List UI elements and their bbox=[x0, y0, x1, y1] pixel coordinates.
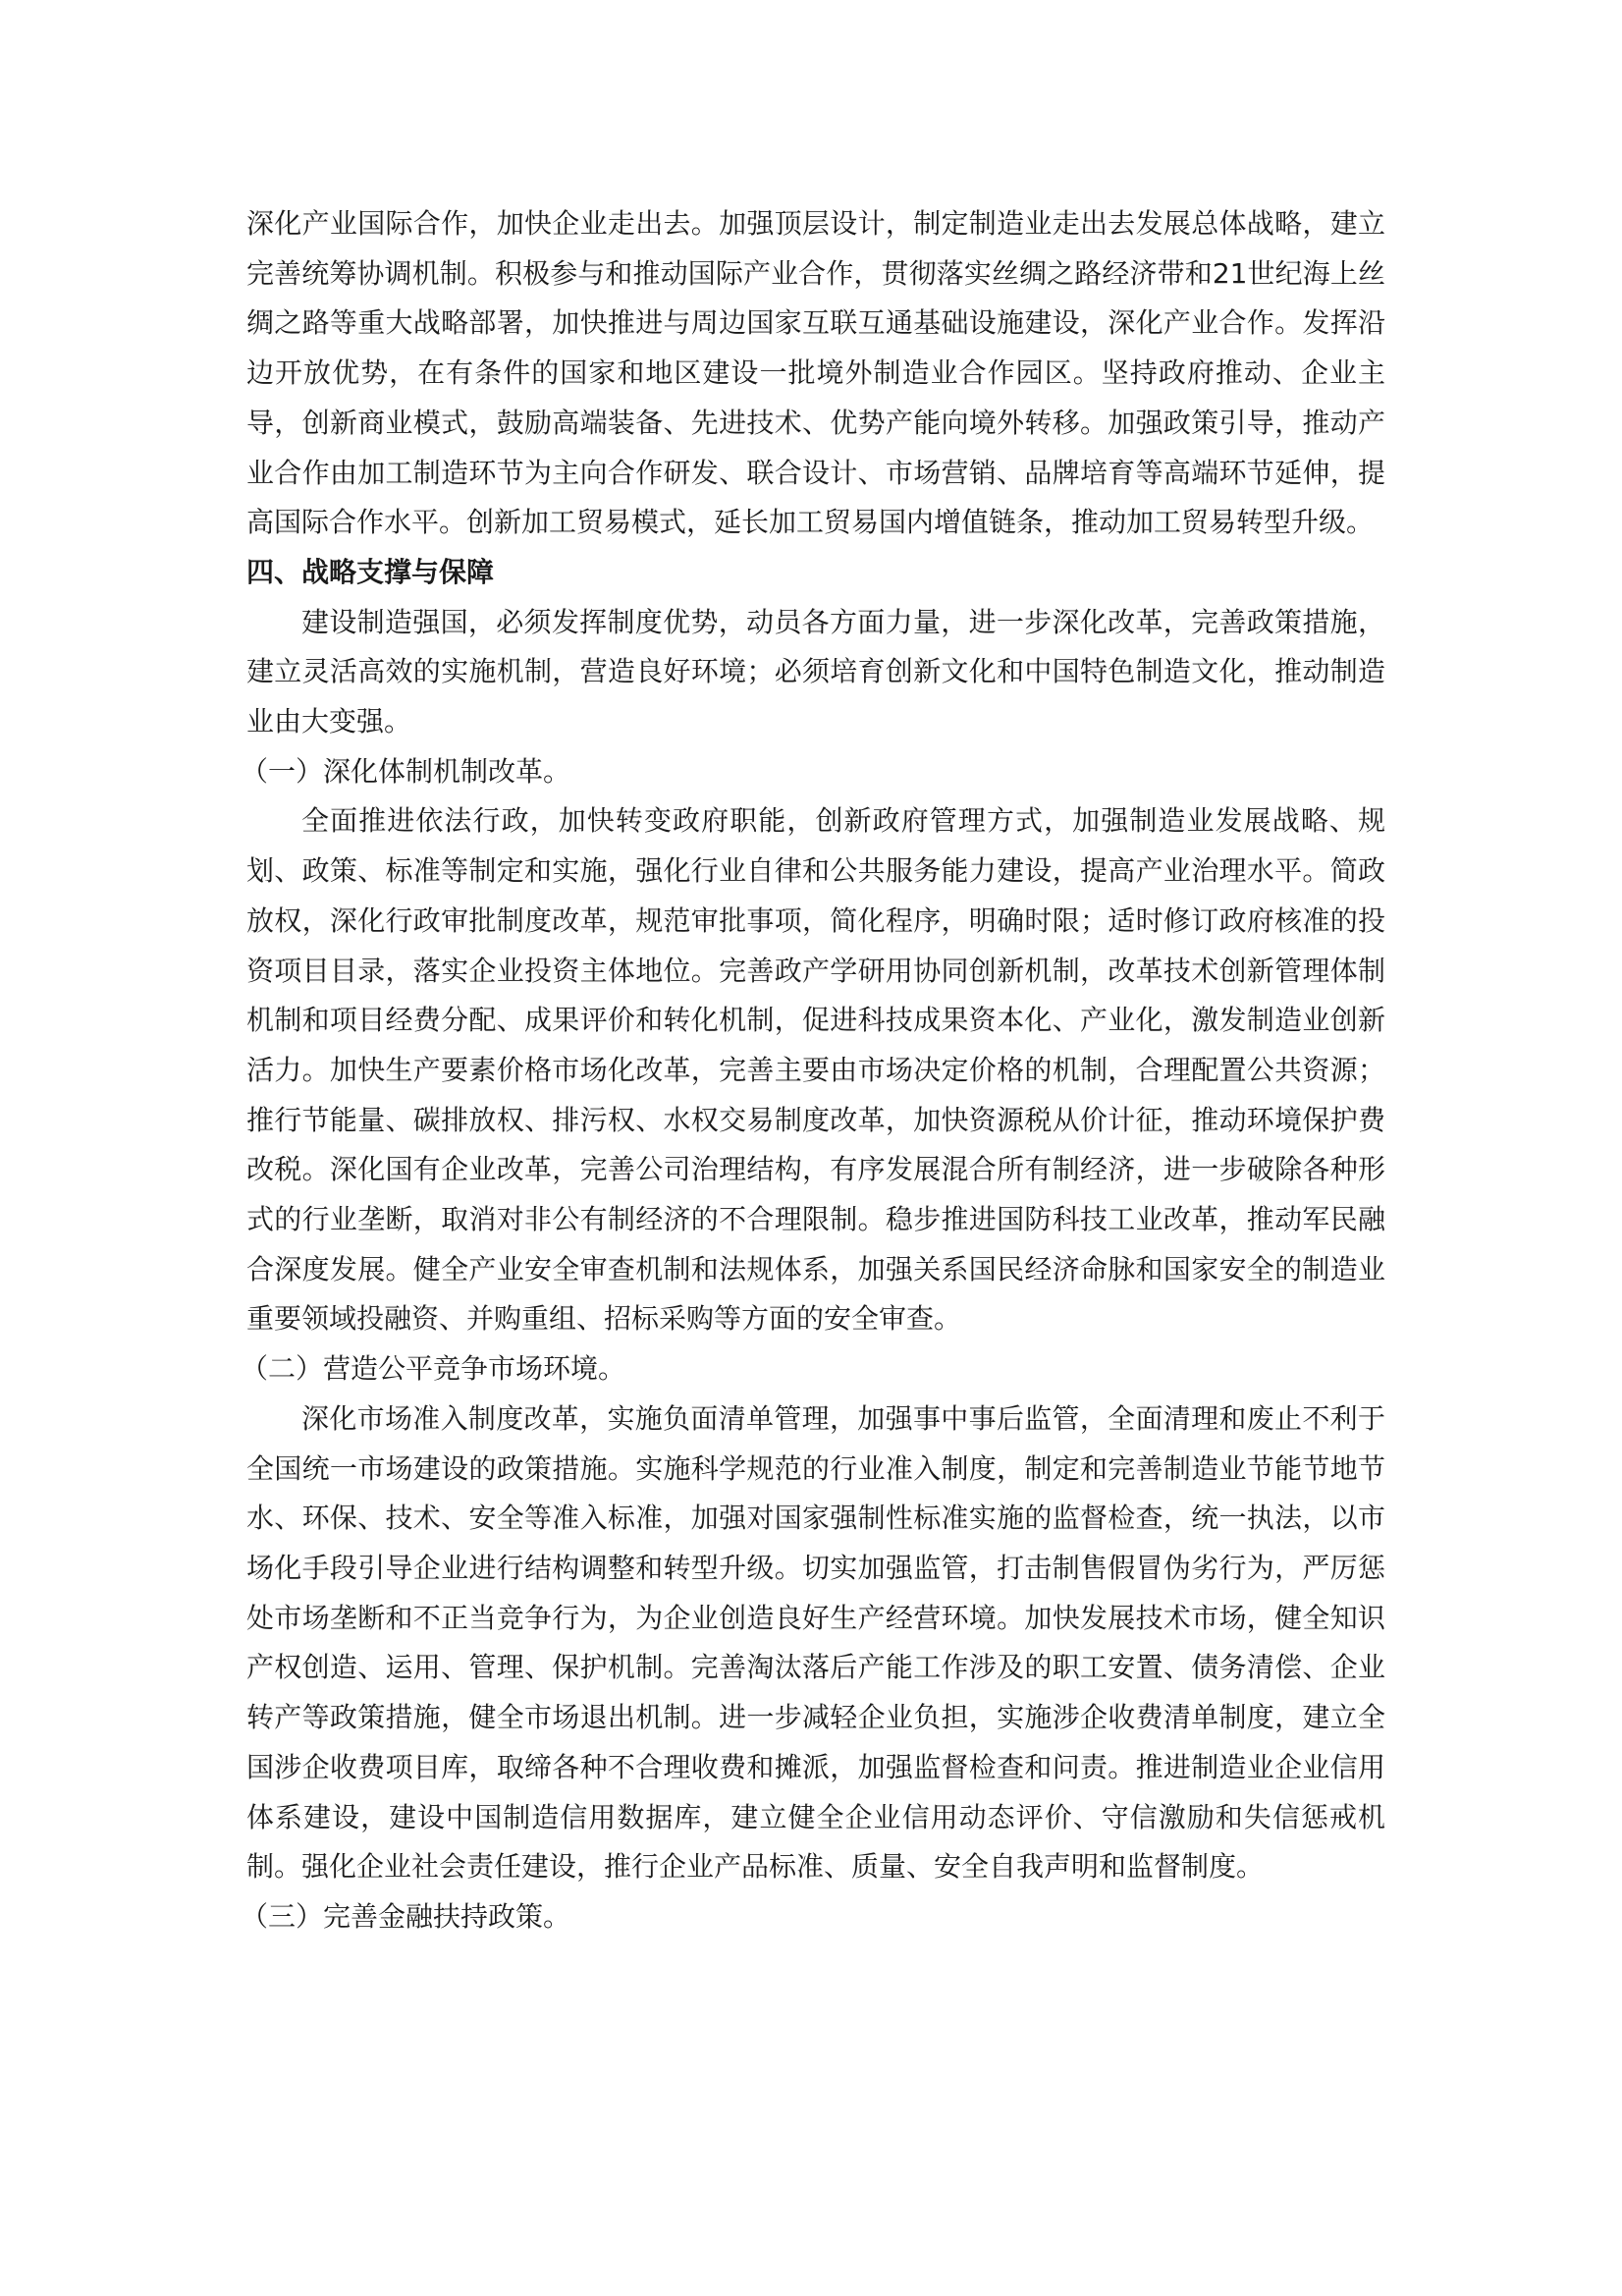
section-heading: 四、战略支撑与保障 bbox=[246, 555, 495, 588]
subsection-body-1: 全面推进依法行政，加快转变政府职能，创新政府管理方式，加强制造业发展战略、规划、政策、标准等制定和实施，强化行业自律和公共服务能力建设，提高产业治理水平。简政放权，深化行政审批制度改革，规范审批事项，简化程序，明确时限；适时修订政府核准的投资项目目录，落实企业投资主体地位。完善政产学研用协同创新机制，改革技术创新管理体制机制和项目经费分配、成果评价和转化机制，促进科技成果资本化、产业化，激发制造业创新活力。加快生产要素价格市场化改革，完善主要由市场决定价格的机制，合理配置公共资源；推行节能量、碳排放权、排污权、水权交易制度改革，加快资源税从价计征，推动环境保护费改税。深化国有企业改革，完善公司治理结构，有序发展混合所有制经济，进一步破除各种形式的行业垄断，取消对非公有制经济的不合理限制。稳步推进国防科技工业改革，推动军民融合深度发展。健全产业安全审查机制和法规体系，加强关系国民经济命脉和国家安全的制造业重要领域投融资、并购重组、招标采购等方面的安全审查。 bbox=[246, 804, 1385, 1336]
section-intro-paragraph: 建设制造强国，必须发挥制度优势，动员各方面力量，进一步深化改革，完善政策措施，建立灵活高效的实施机制，营造良好环境；必须培育创新文化和中国特色制造文化，推动制造业由大变强。 bbox=[246, 605, 1385, 738]
intro-paragraph: 深化产业国际合作，加快企业走出去。加强顶层设计，制定制造业走出去发展总体战略，建立完善统筹协调机制。积极参与和推动国际产业合作，贯彻落实丝绸之路经济带和21世纪海上丝绸之路等重大战略部署，加快推进与周边国家互联互通基础设施建设，深化产业合作。发挥沿边开放优势，在有条件的国家和地区建设一批境外制造业合作园区。坚持政府推动、企业主导，创新商业模式，鼓励高端装备、先进技术、优势产能向境外转移。加强政策引导，推动产业合作由加工制造环节为主向合作研发、联合设计、市场营销、品牌培育等高端环节延伸，提高国际合作水平。创新加工贸易模式，延长加工贸易国内增值链条，推动加工贸易转型升级。 bbox=[246, 207, 1385, 539]
document-page bbox=[241, 199, 1385, 1942]
subsection-body-2: 深化市场准入制度改革，实施负面清单管理，加强事中事后监管，全面清理和废止不利于全国统一市场建设的政策措施。实施科学规范的行业准入制度，制定和完善制造业节能节地节水、环保、技术、安全等准入标准，加强对国家强制性标准实施的监督检查，统一执法，以市场化手段引导企业进行结构调整和转型升级。切实加强监管，打击制售假冒伪劣行为，严厉惩处市场垄断和不正当竞争行为，为企业创造良好生产经营环境。加快发展技术市场，健全知识产权创造、运用、管理、保护机制。完善淘汰落后产能工作涉及的职工安置、债务清偿、企业转产等政策措施，健全市场退出机制。进一步减轻企业负担，实施涉企收费清单制度，建立全国涉企收费项目库，取缔各种不合理收费和摊派，加强监督检查和问责。推进制造业企业信用体系建设，建设中国制造信用数据库，建立健全企业信用动态评价、守信激励和失信惩戒机制。强化企业社会责任建设，推行企业产品标准、质量、安全自我声明和监督制度。 bbox=[246, 1401, 1385, 1884]
subsection-heading-1: （一）深化体制机制改革。 bbox=[241, 754, 571, 788]
subsection-heading-3: （三）完善金融扶持政策。 bbox=[241, 1899, 571, 1933]
subsection-heading-2: （二）营造公平竞争市场环境。 bbox=[241, 1352, 626, 1386]
